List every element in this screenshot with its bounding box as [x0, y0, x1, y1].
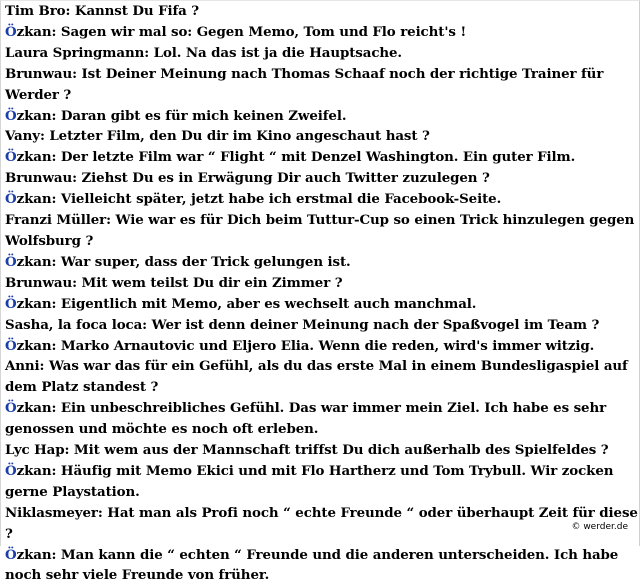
answer-text: Eigentlich mit Memo, aber es wechselt auch manchmal.	[56, 295, 477, 312]
transcript-line	[5, 252, 641, 273]
transcript-line	[5, 210, 641, 252]
speaker-name: Özkan:	[5, 23, 57, 40]
speaker-name: Özkan:	[5, 337, 57, 354]
speaker-name: Lyc Hap:	[5, 442, 70, 459]
answer-text: Vielleicht später, jetzt habe ich erstmal die Facebook-Seite.	[56, 191, 502, 208]
answer-text: Daran gibt es für mich keinen Zweifel.	[56, 107, 347, 124]
speaker-name: Özkan:	[5, 253, 57, 270]
interview-transcript	[5, 1, 641, 586]
answer-text: Mit wem aus der Mannschaft triffst Du dich außerhalb des Spielfeldes ?	[69, 442, 609, 459]
transcript-line	[5, 315, 641, 336]
answer-text: Häufig mit Memo Ekici und mit Flo Hartherz und Tom Trybull. Wir zocken gerne Playstation.	[5, 462, 614, 500]
speaker-name: Özkan:	[5, 295, 57, 312]
transcript-line	[5, 440, 641, 461]
answer-text: Sagen wir mal so: Gegen Memo, Tom und Flo reicht's !	[56, 23, 467, 40]
answer-text: Ein unbeschreibliches Gefühl. Das war immer mein Ziel. Ich habe es sehr genossen und möchte es noch oft erleben.	[5, 400, 607, 438]
speaker-name: Özkan:	[5, 191, 57, 208]
answer-text: Wie war es für Dich beim Tuttur-Cup so einen Trick hinzulegen gegen Wolfsburg ?	[5, 212, 635, 249]
answer-text: War super, dass der Trick gelungen ist.	[56, 253, 351, 270]
answer-text: Was war das für ein Gefühl, als du das erste Mal in einem Bundesligaspiel auf dem Platz standest ?	[5, 358, 628, 396]
transcript-line	[5, 147, 641, 168]
transcript-line	[5, 22, 641, 43]
transcript-line	[5, 64, 641, 106]
answer-text: Kannst Du Fifa ?	[70, 3, 200, 19]
speaker-name: Özkan:	[5, 400, 57, 417]
answer-text: Wer ist denn deiner Meinung nach der Spaßvogel im Team ?	[147, 316, 600, 333]
speaker-name: Tim Bro:	[5, 3, 71, 19]
transcript-line	[5, 168, 641, 189]
copyright-notice: © werder.de	[571, 522, 628, 532]
transcript-line	[5, 43, 641, 64]
transcript-line	[5, 336, 641, 357]
speaker-name: Niklasmeyer:	[5, 504, 103, 521]
transcript-line	[5, 273, 641, 294]
transcript-line	[5, 461, 641, 503]
speaker-name: Brunwau:	[5, 274, 77, 291]
transcript-line	[5, 126, 641, 147]
speaker-name: Franzi Müller:	[5, 212, 111, 229]
answer-text: Lol. Na das ist ja die Hauptsache.	[149, 44, 402, 61]
speaker-name: Vany:	[5, 128, 45, 145]
speaker-name: Özkan:	[5, 546, 57, 563]
transcript-line	[5, 294, 641, 315]
transcript-line	[5, 356, 641, 398]
speaker-name: Sasha, la foca loca:	[5, 316, 148, 333]
answer-text: Hat man als Profi noch “ echte Freunde “ oder überhaupt Zeit für diese ?	[5, 504, 638, 542]
transcript-line	[5, 545, 641, 586]
speaker-name: Özkan:	[5, 107, 57, 124]
transcript-line	[5, 106, 641, 127]
speaker-name: Anni:	[5, 358, 45, 375]
answer-text: Ziehst Du es in Erwägung Dir auch Twitter zuzulegen ?	[76, 170, 490, 187]
transcript-line	[5, 1, 641, 22]
speaker-name: Özkan:	[5, 149, 57, 166]
answer-text: Mit wem teilst Du dir ein Zimmer ?	[76, 274, 343, 291]
speaker-name: Laura Springmann:	[5, 44, 150, 61]
transcript-line	[5, 398, 641, 440]
answer-text: Der letzte Film war “ Flight “ mit Denzel Washington. Ein guter Film.	[56, 149, 576, 166]
speaker-name: Brunwau:	[5, 170, 77, 187]
speaker-name: Brunwau:	[5, 65, 77, 82]
transcript-line	[5, 189, 641, 210]
answer-text: Letzter Film, den Du dir im Kino angeschaut hast ?	[44, 128, 430, 145]
answer-text: Ist Deiner Meinung nach Thomas Schaaf noch der richtige Trainer für Werder ?	[5, 65, 604, 103]
speaker-name: Özkan:	[5, 462, 57, 479]
answer-text: Marko Arnautovic und Eljero Elia. Wenn die reden, wird's immer witzig.	[56, 337, 595, 354]
answer-text: Man kann die “ echten “ Freunde und die anderen unterscheiden. Ich habe noch sehr viele Freunde von früher.	[5, 546, 619, 584]
transcript-line	[5, 503, 641, 545]
